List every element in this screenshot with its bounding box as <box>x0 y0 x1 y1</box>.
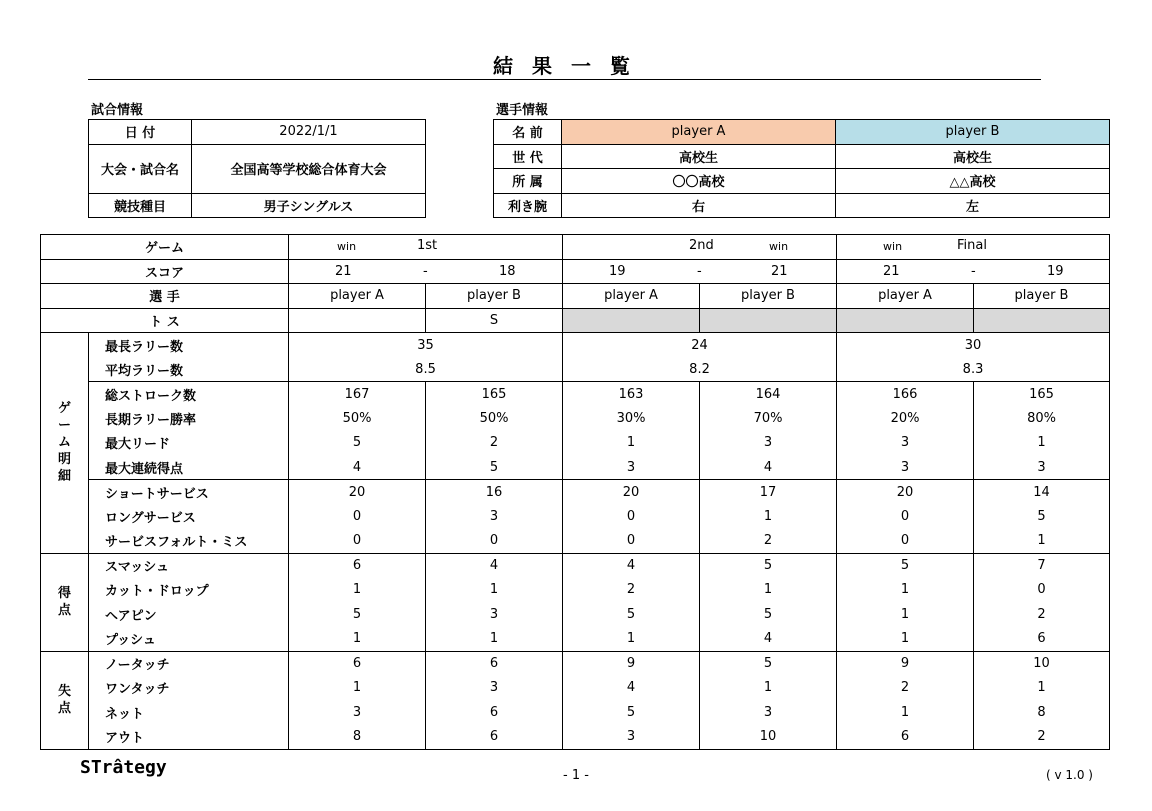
stat-value: 5 <box>563 602 700 627</box>
stat-label: 最大連続得点 <box>89 455 289 480</box>
stat-row <box>41 553 1110 578</box>
stat-value: 5 <box>700 602 837 627</box>
stat-value: 80% <box>974 406 1110 431</box>
stat-label: プッシュ <box>89 627 289 652</box>
stat-value: 2 <box>700 529 837 554</box>
stat-value: 0 <box>563 504 700 529</box>
player-a-name: player A <box>562 120 836 145</box>
game-name: 1st <box>417 238 438 253</box>
stat-value: 5 <box>837 553 974 578</box>
name-key: 名 前 <box>494 120 562 145</box>
stat-value: 1 <box>700 504 837 529</box>
score-b: 18 <box>499 263 516 279</box>
stat-label: アウト <box>89 725 289 750</box>
stat-value: 0 <box>837 504 974 529</box>
score-b: 19 <box>1047 263 1064 279</box>
stat-value: 1 <box>426 627 563 652</box>
stat-row <box>41 676 1110 701</box>
stat-value: 1 <box>289 676 426 701</box>
toss-b: S <box>426 308 563 333</box>
stat-row <box>41 651 1110 676</box>
stat-value: 6 <box>289 651 426 676</box>
stat-value: 6 <box>974 627 1110 652</box>
stat-value: 3 <box>974 455 1110 480</box>
stat-value: 1 <box>563 431 700 456</box>
toss-a <box>289 308 426 333</box>
match-info-row <box>89 144 426 193</box>
stat-row <box>41 431 1110 456</box>
stat-value: 5 <box>974 504 1110 529</box>
stat-value: 0 <box>426 529 563 554</box>
tournament-value: 全国高等学校総合体育大会 <box>192 144 426 193</box>
stat-row <box>41 700 1110 725</box>
player-b-header: player B <box>426 284 563 309</box>
stat-value: 30% <box>563 406 700 431</box>
score-row-label: スコア <box>41 259 289 284</box>
stat-value: 2 <box>837 676 974 701</box>
player-row-label: 選 手 <box>41 284 289 309</box>
stat-value: 20 <box>837 480 974 505</box>
player-info-table <box>493 119 1110 218</box>
stat-value: 6 <box>837 725 974 750</box>
stat-value: 5 <box>289 602 426 627</box>
stat-value: 7 <box>974 553 1110 578</box>
stat-value: 2 <box>974 602 1110 627</box>
stat-value: 35 <box>289 333 563 358</box>
win-mark: win <box>769 240 789 253</box>
stat-value: 5 <box>426 455 563 480</box>
stat-value: 16 <box>426 480 563 505</box>
stat-label: 最長ラリー数 <box>89 333 289 358</box>
stat-value: 167 <box>289 382 426 407</box>
event-value: 男子シングルス <box>192 193 426 218</box>
stat-value: 5 <box>289 431 426 456</box>
win-mark: win <box>337 240 357 253</box>
match-info-label: 試合情報 <box>91 103 144 118</box>
player-a-header: player A <box>289 284 426 309</box>
stat-value: 3 <box>426 602 563 627</box>
stat-value: 6 <box>426 725 563 750</box>
game-name: Final <box>957 238 987 253</box>
stat-value: 3 <box>426 676 563 701</box>
stat-value: 1 <box>974 431 1110 456</box>
date-key: 日 付 <box>89 120 192 145</box>
stat-value: 3 <box>563 725 700 750</box>
stat-value: 1 <box>974 529 1110 554</box>
stat-value: 0 <box>563 529 700 554</box>
page-title: 結 果 一 覧 <box>88 52 1041 80</box>
game-header-2 <box>563 235 837 260</box>
affiliation-key: 所 属 <box>494 169 562 194</box>
stat-value: 50% <box>289 406 426 431</box>
stat-value: 5 <box>563 700 700 725</box>
event-key: 競技種目 <box>89 193 192 218</box>
stat-value: 4 <box>700 627 837 652</box>
stat-row <box>41 529 1110 554</box>
stat-value: 5 <box>700 651 837 676</box>
stat-label: ネット <box>89 700 289 725</box>
stat-value: 2 <box>974 725 1110 750</box>
stat-row <box>41 357 1110 382</box>
category-name: ゲーム明細 <box>57 401 71 485</box>
stat-value: 14 <box>974 480 1110 505</box>
score-dash: - <box>423 263 428 279</box>
stat-value: 8.5 <box>289 357 563 382</box>
stat-label: ノータッチ <box>89 651 289 676</box>
win-mark: win <box>883 240 903 253</box>
stat-value: 4 <box>700 455 837 480</box>
toss-row-label: ト ス <box>41 308 289 333</box>
stat-value: 1 <box>426 578 563 603</box>
stat-label: カット・ドロップ <box>89 578 289 603</box>
stat-value: 50% <box>426 406 563 431</box>
score-a: 19 <box>609 263 626 279</box>
player-b-header: player B <box>700 284 837 309</box>
stat-label: 平均ラリー数 <box>89 357 289 382</box>
stat-value: 17 <box>700 480 837 505</box>
player-a-header: player A <box>563 284 700 309</box>
stat-value: 8 <box>974 700 1110 725</box>
stat-value: 20 <box>563 480 700 505</box>
date-value: 2022/1/1 <box>192 120 426 145</box>
stat-value: 1 <box>837 700 974 725</box>
score-b: 21 <box>771 263 788 279</box>
toss-b <box>974 308 1110 333</box>
category-label <box>41 553 89 651</box>
player-info-row <box>494 120 1110 145</box>
category-name: 失点 <box>57 684 71 716</box>
stat-value: 3 <box>426 504 563 529</box>
game-header-1 <box>289 235 563 260</box>
stat-value: 10 <box>974 651 1110 676</box>
player-info-label: 選手情報 <box>496 103 549 118</box>
toss-a <box>837 308 974 333</box>
stat-value: 4 <box>563 553 700 578</box>
category-label <box>41 651 89 749</box>
game-header-3 <box>837 235 1110 260</box>
page-number: - 1 - <box>563 768 589 783</box>
stat-label: 最大リード <box>89 431 289 456</box>
stat-value: 166 <box>837 382 974 407</box>
player-b-name: player B <box>836 120 1110 145</box>
player-b-generation: 高校生 <box>836 144 1110 169</box>
player-a-affiliation: 〇〇高校 <box>562 169 836 194</box>
stat-value: 1 <box>289 578 426 603</box>
stat-value: 2 <box>563 578 700 603</box>
stat-value: 8 <box>289 725 426 750</box>
score-a: 21 <box>335 263 352 279</box>
stat-value: 0 <box>974 578 1110 603</box>
stat-value: 164 <box>700 382 837 407</box>
stat-value: 70% <box>700 406 837 431</box>
stat-label: 総ストローク数 <box>89 382 289 407</box>
stat-row <box>41 382 1110 407</box>
stat-value: 0 <box>289 504 426 529</box>
stat-label: スマッシュ <box>89 553 289 578</box>
stat-value: 1 <box>563 627 700 652</box>
stat-value: 3 <box>837 431 974 456</box>
strategy-logo: STrâtegy <box>80 757 167 778</box>
generation-key: 世 代 <box>494 144 562 169</box>
player-row <box>41 284 1110 309</box>
tournament-key: 大会・試合名 <box>89 144 192 193</box>
stat-value: 3 <box>289 700 426 725</box>
toss-row <box>41 308 1110 333</box>
toss-b <box>700 308 837 333</box>
stat-value: 6 <box>426 651 563 676</box>
stat-label: ショートサービス <box>89 480 289 505</box>
stat-value: 0 <box>837 529 974 554</box>
stat-value: 20 <box>289 480 426 505</box>
stat-value: 1 <box>837 602 974 627</box>
stat-value: 4 <box>426 553 563 578</box>
stat-value: 1 <box>837 578 974 603</box>
stat-value: 1 <box>974 676 1110 701</box>
player-b-header: player B <box>974 284 1110 309</box>
stat-value: 163 <box>563 382 700 407</box>
player-a-generation: 高校生 <box>562 144 836 169</box>
stat-value: 6 <box>426 700 563 725</box>
stat-row <box>41 333 1110 358</box>
stat-label: ヘアピン <box>89 602 289 627</box>
game-row <box>41 235 1110 260</box>
player-a-hand: 右 <box>562 193 836 218</box>
stat-label: 長期ラリー勝率 <box>89 406 289 431</box>
stat-row <box>41 480 1110 505</box>
score-dash: - <box>971 263 976 279</box>
player-b-hand: 左 <box>836 193 1110 218</box>
player-info-row <box>494 144 1110 169</box>
stat-label: サービスフォルト・ミス <box>89 529 289 554</box>
stat-label: ロングサービス <box>89 504 289 529</box>
stat-value: 2 <box>426 431 563 456</box>
score-cell-1 <box>289 259 563 284</box>
stat-value: 3 <box>700 431 837 456</box>
stat-value: 3 <box>837 455 974 480</box>
version-label: ( v 1.0 ) <box>1046 768 1093 782</box>
stat-row <box>41 627 1110 652</box>
stat-value: 165 <box>426 382 563 407</box>
stat-value: 1 <box>837 627 974 652</box>
stat-row <box>41 602 1110 627</box>
stat-value: 0 <box>289 529 426 554</box>
stat-label: ワンタッチ <box>89 676 289 701</box>
stat-value: 8.2 <box>563 357 837 382</box>
score-a: 21 <box>883 263 900 279</box>
stat-value: 24 <box>563 333 837 358</box>
stat-value: 10 <box>700 725 837 750</box>
stat-row <box>41 725 1110 750</box>
stat-value: 9 <box>837 651 974 676</box>
stat-value: 30 <box>837 333 1110 358</box>
stat-value: 3 <box>700 700 837 725</box>
stat-row <box>41 504 1110 529</box>
score-dash: - <box>697 263 702 279</box>
player-info-row <box>494 169 1110 194</box>
stat-value: 9 <box>563 651 700 676</box>
score-cell-2 <box>563 259 837 284</box>
results-table <box>40 234 1110 750</box>
game-row-label: ゲーム <box>41 235 289 260</box>
match-info-table <box>88 119 426 218</box>
stat-value: 8.3 <box>837 357 1110 382</box>
stat-row <box>41 455 1110 480</box>
stat-value: 1 <box>700 676 837 701</box>
dominant-hand-key: 利き腕 <box>494 193 562 218</box>
stat-value: 1 <box>289 627 426 652</box>
stat-value: 5 <box>700 553 837 578</box>
category-label <box>41 333 89 554</box>
stat-value: 3 <box>563 455 700 480</box>
player-a-header: player A <box>837 284 974 309</box>
match-info-row <box>89 193 426 218</box>
stat-value: 6 <box>289 553 426 578</box>
category-name: 得点 <box>57 586 71 618</box>
stat-value: 1 <box>700 578 837 603</box>
stat-value: 4 <box>563 676 700 701</box>
player-b-affiliation: △△高校 <box>836 169 1110 194</box>
score-row <box>41 259 1110 284</box>
match-info-row <box>89 120 426 145</box>
stat-value: 20% <box>837 406 974 431</box>
stat-value: 165 <box>974 382 1110 407</box>
toss-a <box>563 308 700 333</box>
stat-row <box>41 406 1110 431</box>
score-cell-3 <box>837 259 1110 284</box>
player-info-row <box>494 193 1110 218</box>
game-name: 2nd <box>689 238 714 253</box>
stat-value: 4 <box>289 455 426 480</box>
stat-row <box>41 578 1110 603</box>
